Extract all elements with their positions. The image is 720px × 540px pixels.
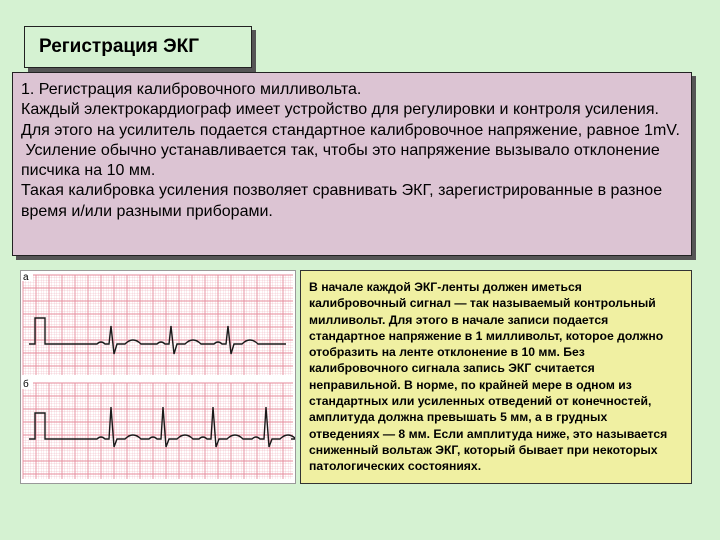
- ecg-figure-svg: [21, 271, 295, 483]
- main-line-3: Усиление обычно устанавливается так, чтобы это напряжение вызывало отклонение писчика на 10 мм.: [21, 141, 665, 180]
- ecg-label-b: б: [23, 379, 29, 390]
- side-note-box: [300, 270, 692, 484]
- slide-title-text: Регистрация ЭКГ: [39, 36, 200, 57]
- ecg-grid-a: [23, 275, 293, 375]
- ecg-label-a: а: [23, 272, 29, 283]
- side-note-text: В начале каждой ЭКГ-ленты должен иметься калибровочный сигнал — так называемый контрольный милливольт. Для этого в начале записи подается стандартное напряжение в 1 милливольт, которое должно отобразить на ленте отклонение в 10 мм. Без калибровочного сигнала запись ЭКГ считается неправильной. В норме, по крайней мере в одном из стандартных или усиленных отведений от конечностей, амплитуда должна превышать 5 мм, а в грудных отведениях — 8 мм. Если амплитуда ниже, это называется сниженный вольтаж ЭКГ, который бывает при некоторых патологических состояниях.: [309, 280, 668, 474]
- ecg-trace-b: [29, 407, 295, 447]
- ecg-grid-b: [23, 383, 293, 479]
- slide-title: [24, 26, 252, 68]
- ecg-trace-a: [29, 318, 286, 354]
- main-text-box: [12, 72, 692, 256]
- main-line-4: Такая калибровка усиления позволяет сравнивать ЭКГ, зарегистрированные в разное время и/или разными приборами.: [21, 182, 663, 220]
- main-line-1: 1. Регистрация калибровочного милливольта.: [21, 81, 362, 98]
- ecg-figure: [20, 270, 296, 484]
- main-line-2: Каждый электрокардиограф имеет устройство для регулировки и контроля усиления. Для этого на усилитель подается стандартное калибровочное напряжение, равное 1mV.: [21, 101, 680, 139]
